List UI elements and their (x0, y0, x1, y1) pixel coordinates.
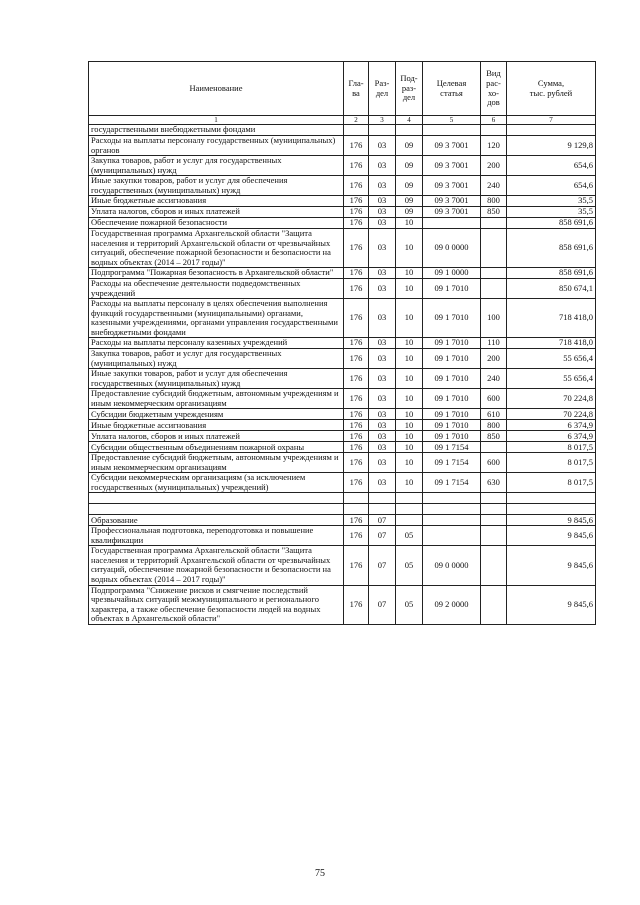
cell-target: 09 3 7001 (423, 136, 481, 156)
cell-glava: 176 (344, 526, 369, 546)
cell-razdel: 03 (369, 136, 396, 156)
cell-razdel: 03 (369, 229, 396, 268)
table-row (89, 125, 596, 136)
cell-razdel (369, 493, 396, 504)
cell-target (423, 493, 481, 504)
cell-name: Закупка товаров, работ и услуг для государственных (муниципальных) нужд (89, 349, 344, 369)
cell-target: 09 1 0000 (423, 268, 481, 279)
cell-podrazdel: 10 (396, 409, 423, 420)
table-row (89, 389, 596, 409)
table-row (89, 268, 596, 279)
cell-target: 09 1 7010 (423, 299, 481, 338)
cell-name: Иные бюджетные ассигнования (89, 196, 344, 207)
cell-vid: 600 (481, 389, 507, 409)
cell-glava (344, 504, 369, 515)
cell-vid (481, 504, 507, 515)
cell-sum (507, 125, 596, 136)
table-row (89, 279, 596, 299)
table-row (89, 136, 596, 156)
cell-vid: 850 (481, 431, 507, 442)
page-number: 75 (315, 868, 325, 879)
cell-vid: 240 (481, 176, 507, 196)
cell-sum: 70 224,8 (507, 389, 596, 409)
cell-vid: 850 (481, 207, 507, 218)
cell-razdel: 03 (369, 299, 396, 338)
header-vid: Вид рас- хо- дов (481, 62, 507, 116)
cell-vid: 240 (481, 369, 507, 389)
cell-sum: 9 845,6 (507, 585, 596, 624)
cell-podrazdel (396, 515, 423, 526)
cell-target: 09 3 7001 (423, 156, 481, 176)
cell-target (423, 515, 481, 526)
cell-razdel: 03 (369, 176, 396, 196)
table-row (89, 299, 596, 338)
cell-razdel: 03 (369, 442, 396, 453)
cell-glava (344, 493, 369, 504)
table-row (89, 156, 596, 176)
cell-sum: 35,5 (507, 196, 596, 207)
cell-razdel: 03 (369, 453, 396, 473)
cell-glava: 176 (344, 338, 369, 349)
cell-name: Государственная программа Архангельской области "Защита населения и территорий Архангельской области от чрезвычайных ситуаций, обеспечение пожарной безопасности и безопасности на водных объектах (2014 – 2017 годы)" (89, 229, 344, 268)
table-row (89, 196, 596, 207)
cell-target: 09 1 7010 (423, 409, 481, 420)
cell-sum: 718 418,0 (507, 299, 596, 338)
cell-vid: 100 (481, 299, 507, 338)
cell-vid (481, 546, 507, 585)
cell-glava: 176 (344, 409, 369, 420)
cell-glava: 176 (344, 515, 369, 526)
column-number: 1 (89, 116, 344, 125)
cell-vid: 110 (481, 338, 507, 349)
cell-vid (481, 229, 507, 268)
cell-vid: 630 (481, 473, 507, 493)
cell-razdel: 03 (369, 156, 396, 176)
cell-razdel: 03 (369, 431, 396, 442)
cell-podrazdel: 10 (396, 453, 423, 473)
table-row (89, 338, 596, 349)
cell-razdel: 03 (369, 420, 396, 431)
cell-name: Иные бюджетные ассигнования (89, 420, 344, 431)
cell-podrazdel: 05 (396, 526, 423, 546)
cell-name: Субсидии общественным объединениям пожарной охраны (89, 442, 344, 453)
cell-name (89, 504, 344, 515)
cell-vid (481, 585, 507, 624)
cell-sum: 858 691,6 (507, 268, 596, 279)
cell-glava: 176 (344, 453, 369, 473)
cell-target (423, 125, 481, 136)
cell-glava: 176 (344, 369, 369, 389)
cell-target: 09 1 7010 (423, 349, 481, 369)
cell-podrazdel: 10 (396, 349, 423, 369)
cell-podrazdel: 05 (396, 546, 423, 585)
table-row (89, 176, 596, 196)
cell-name: Профессиональная подготовка, переподготовка и повышение квалификации (89, 526, 344, 546)
cell-vid (481, 442, 507, 453)
table-row (89, 218, 596, 229)
cell-name: Подпрограмма "Пожарная безопасность в Архангельской области" (89, 268, 344, 279)
table-row (89, 369, 596, 389)
cell-razdel: 03 (369, 369, 396, 389)
cell-vid: 200 (481, 156, 507, 176)
cell-podrazdel: 10 (396, 369, 423, 389)
table-row (89, 229, 596, 268)
cell-glava (344, 125, 369, 136)
cell-podrazdel (396, 504, 423, 515)
cell-podrazdel: 10 (396, 279, 423, 299)
table-row (89, 349, 596, 369)
cell-target: 09 1 7010 (423, 279, 481, 299)
cell-podrazdel: 10 (396, 473, 423, 493)
header-podrazdel: Под- раз- дел (396, 62, 423, 116)
cell-sum (507, 493, 596, 504)
table-row (89, 526, 596, 546)
cell-glava: 176 (344, 176, 369, 196)
column-number-row (89, 116, 596, 125)
cell-sum: 55 656,4 (507, 369, 596, 389)
cell-podrazdel: 10 (396, 299, 423, 338)
cell-name: Иные закупки товаров, работ и услуг для обеспечения государственных (муниципальных) нужд (89, 369, 344, 389)
table-row (89, 409, 596, 420)
cell-glava: 176 (344, 279, 369, 299)
cell-vid (481, 279, 507, 299)
cell-name: Расходы на выплаты персоналу государственных (муниципальных) органов (89, 136, 344, 156)
cell-name: государственными внебюджетными фондами (89, 125, 344, 136)
cell-name: Субсидии некоммерческим организациям (за исключением государственных (муниципальных) учреждений) (89, 473, 344, 493)
table-row (89, 207, 596, 218)
cell-sum: 858 691,6 (507, 229, 596, 268)
cell-razdel: 03 (369, 473, 396, 493)
cell-target: 09 1 7010 (423, 431, 481, 442)
budget-table (88, 61, 596, 625)
column-number: 3 (369, 116, 396, 125)
cell-razdel: 03 (369, 279, 396, 299)
cell-sum: 858 691,6 (507, 218, 596, 229)
cell-vid (481, 493, 507, 504)
cell-target: 09 1 7010 (423, 420, 481, 431)
cell-glava: 176 (344, 136, 369, 156)
cell-podrazdel: 10 (396, 431, 423, 442)
cell-name: Закупка товаров, работ и услуг для государственных (муниципальных) нужд (89, 156, 344, 176)
cell-vid: 200 (481, 349, 507, 369)
cell-podrazdel: 09 (396, 196, 423, 207)
cell-name: Расходы на обеспечение деятельности подведомственных учреждений (89, 279, 344, 299)
cell-razdel: 07 (369, 526, 396, 546)
cell-sum: 9 845,6 (507, 515, 596, 526)
cell-sum: 9 845,6 (507, 526, 596, 546)
cell-vid (481, 125, 507, 136)
cell-podrazdel: 09 (396, 207, 423, 218)
cell-target: 09 0 0000 (423, 229, 481, 268)
cell-target: 09 3 7001 (423, 207, 481, 218)
column-number: 4 (396, 116, 423, 125)
cell-sum (507, 504, 596, 515)
table-row (89, 585, 596, 624)
cell-sum: 35,5 (507, 207, 596, 218)
cell-name: Уплата налогов, сборов и иных платежей (89, 431, 344, 442)
cell-target: 09 3 7001 (423, 176, 481, 196)
cell-target (423, 218, 481, 229)
table-row (89, 420, 596, 431)
cell-razdel (369, 125, 396, 136)
cell-podrazdel (396, 493, 423, 504)
cell-razdel: 03 (369, 389, 396, 409)
cell-name: Расходы на выплаты персоналу казенных учреждений (89, 338, 344, 349)
cell-glava: 176 (344, 546, 369, 585)
cell-name: Подпрограмма "Снижение рисков и смягчение последствий чрезвычайных ситуаций межмуниципального и регионального характера, а также обеспечение безопасности людей на водных объектах в Архангельской области" (89, 585, 344, 624)
table-row (89, 504, 596, 515)
cell-sum: 55 656,4 (507, 349, 596, 369)
cell-vid (481, 515, 507, 526)
cell-glava: 176 (344, 420, 369, 431)
cell-sum: 654,6 (507, 156, 596, 176)
table-row (89, 493, 596, 504)
column-number: 7 (507, 116, 596, 125)
cell-sum: 9 845,6 (507, 546, 596, 585)
cell-name: Предоставление субсидий бюджетным, автономным учреждениям и иным некоммерческим организациям (89, 453, 344, 473)
cell-target: 09 1 7010 (423, 389, 481, 409)
cell-razdel: 03 (369, 218, 396, 229)
cell-glava: 176 (344, 268, 369, 279)
cell-name: Субсидии бюджетным учреждениям (89, 409, 344, 420)
cell-razdel (369, 504, 396, 515)
header-name: Наименование (89, 62, 344, 116)
cell-glava: 176 (344, 349, 369, 369)
header-row (89, 62, 596, 116)
cell-glava: 176 (344, 585, 369, 624)
cell-target (423, 504, 481, 515)
table-row (89, 431, 596, 442)
header-glava: Гла- ва (344, 62, 369, 116)
cell-name: Расходы на выплаты персоналу в целях обеспечения выполнения функций государственными (муниципальными) органами, казенными учреждениями, органами управления государственными внебюджетными фондами (89, 299, 344, 338)
cell-vid: 800 (481, 196, 507, 207)
cell-vid: 120 (481, 136, 507, 156)
cell-glava: 176 (344, 442, 369, 453)
cell-name: Образование (89, 515, 344, 526)
cell-target (423, 526, 481, 546)
cell-vid: 800 (481, 420, 507, 431)
cell-podrazdel (396, 125, 423, 136)
cell-vid (481, 218, 507, 229)
cell-razdel: 03 (369, 349, 396, 369)
table-row (89, 473, 596, 493)
cell-podrazdel: 09 (396, 156, 423, 176)
cell-sum: 9 129,8 (507, 136, 596, 156)
cell-sum: 8 017,5 (507, 473, 596, 493)
cell-razdel: 03 (369, 338, 396, 349)
cell-razdel: 07 (369, 585, 396, 624)
cell-vid (481, 268, 507, 279)
cell-podrazdel: 09 (396, 176, 423, 196)
cell-glava: 176 (344, 196, 369, 207)
table-row (89, 442, 596, 453)
cell-razdel: 03 (369, 196, 396, 207)
table-body (89, 125, 596, 625)
cell-glava: 176 (344, 431, 369, 442)
cell-podrazdel: 09 (396, 136, 423, 156)
cell-podrazdel: 10 (396, 338, 423, 349)
cell-sum: 654,6 (507, 176, 596, 196)
cell-name: Обеспечение пожарной безопасности (89, 218, 344, 229)
cell-sum: 6 374,9 (507, 420, 596, 431)
cell-podrazdel: 10 (396, 442, 423, 453)
cell-glava: 176 (344, 156, 369, 176)
cell-podrazdel: 10 (396, 420, 423, 431)
column-number: 5 (423, 116, 481, 125)
table-row (89, 515, 596, 526)
cell-target: 09 1 7010 (423, 369, 481, 389)
cell-target: 09 2 0000 (423, 585, 481, 624)
cell-razdel: 03 (369, 409, 396, 420)
cell-podrazdel: 10 (396, 229, 423, 268)
header-sum: Сумма, тыс. рублей (507, 62, 596, 116)
column-number: 2 (344, 116, 369, 125)
cell-name (89, 493, 344, 504)
cell-sum: 70 224,8 (507, 409, 596, 420)
column-number: 6 (481, 116, 507, 125)
cell-razdel: 03 (369, 207, 396, 218)
header-target: Целевая статья (423, 62, 481, 116)
header-razdel: Раз- дел (369, 62, 396, 116)
cell-vid: 600 (481, 453, 507, 473)
cell-vid (481, 526, 507, 546)
cell-target: 09 3 7001 (423, 196, 481, 207)
cell-glava: 176 (344, 229, 369, 268)
table-row (89, 453, 596, 473)
cell-razdel: 03 (369, 268, 396, 279)
cell-target: 09 1 7154 (423, 442, 481, 453)
cell-glava: 176 (344, 299, 369, 338)
cell-sum: 8 017,5 (507, 442, 596, 453)
cell-razdel: 07 (369, 515, 396, 526)
cell-target: 09 0 0000 (423, 546, 481, 585)
cell-sum: 6 374,9 (507, 431, 596, 442)
cell-name: Уплата налогов, сборов и иных платежей (89, 207, 344, 218)
cell-glava: 176 (344, 207, 369, 218)
cell-podrazdel: 10 (396, 218, 423, 229)
cell-sum: 8 017,5 (507, 453, 596, 473)
cell-razdel: 07 (369, 546, 396, 585)
cell-glava: 176 (344, 389, 369, 409)
cell-target: 09 1 7154 (423, 473, 481, 493)
cell-target: 09 1 7010 (423, 338, 481, 349)
cell-sum: 718 418,0 (507, 338, 596, 349)
cell-sum: 850 674,1 (507, 279, 596, 299)
cell-target: 09 1 7154 (423, 453, 481, 473)
cell-name: Иные закупки товаров, работ и услуг для обеспечения государственных (муниципальных) нужд (89, 176, 344, 196)
cell-vid: 610 (481, 409, 507, 420)
cell-name: Государственная программа Архангельской области "Защита населения и территорий Архангельской области от чрезвычайных ситуаций, обеспечение пожарной безопасности и безопасности на водных объектах (2014 – 2017 годы)" (89, 546, 344, 585)
cell-glava: 176 (344, 473, 369, 493)
cell-podrazdel: 10 (396, 268, 423, 279)
cell-name: Предоставление субсидий бюджетным, автономным учреждениям и иным некоммерческим организациям (89, 389, 344, 409)
cell-podrazdel: 10 (396, 389, 423, 409)
cell-podrazdel: 05 (396, 585, 423, 624)
cell-glava: 176 (344, 218, 369, 229)
table-row (89, 546, 596, 585)
